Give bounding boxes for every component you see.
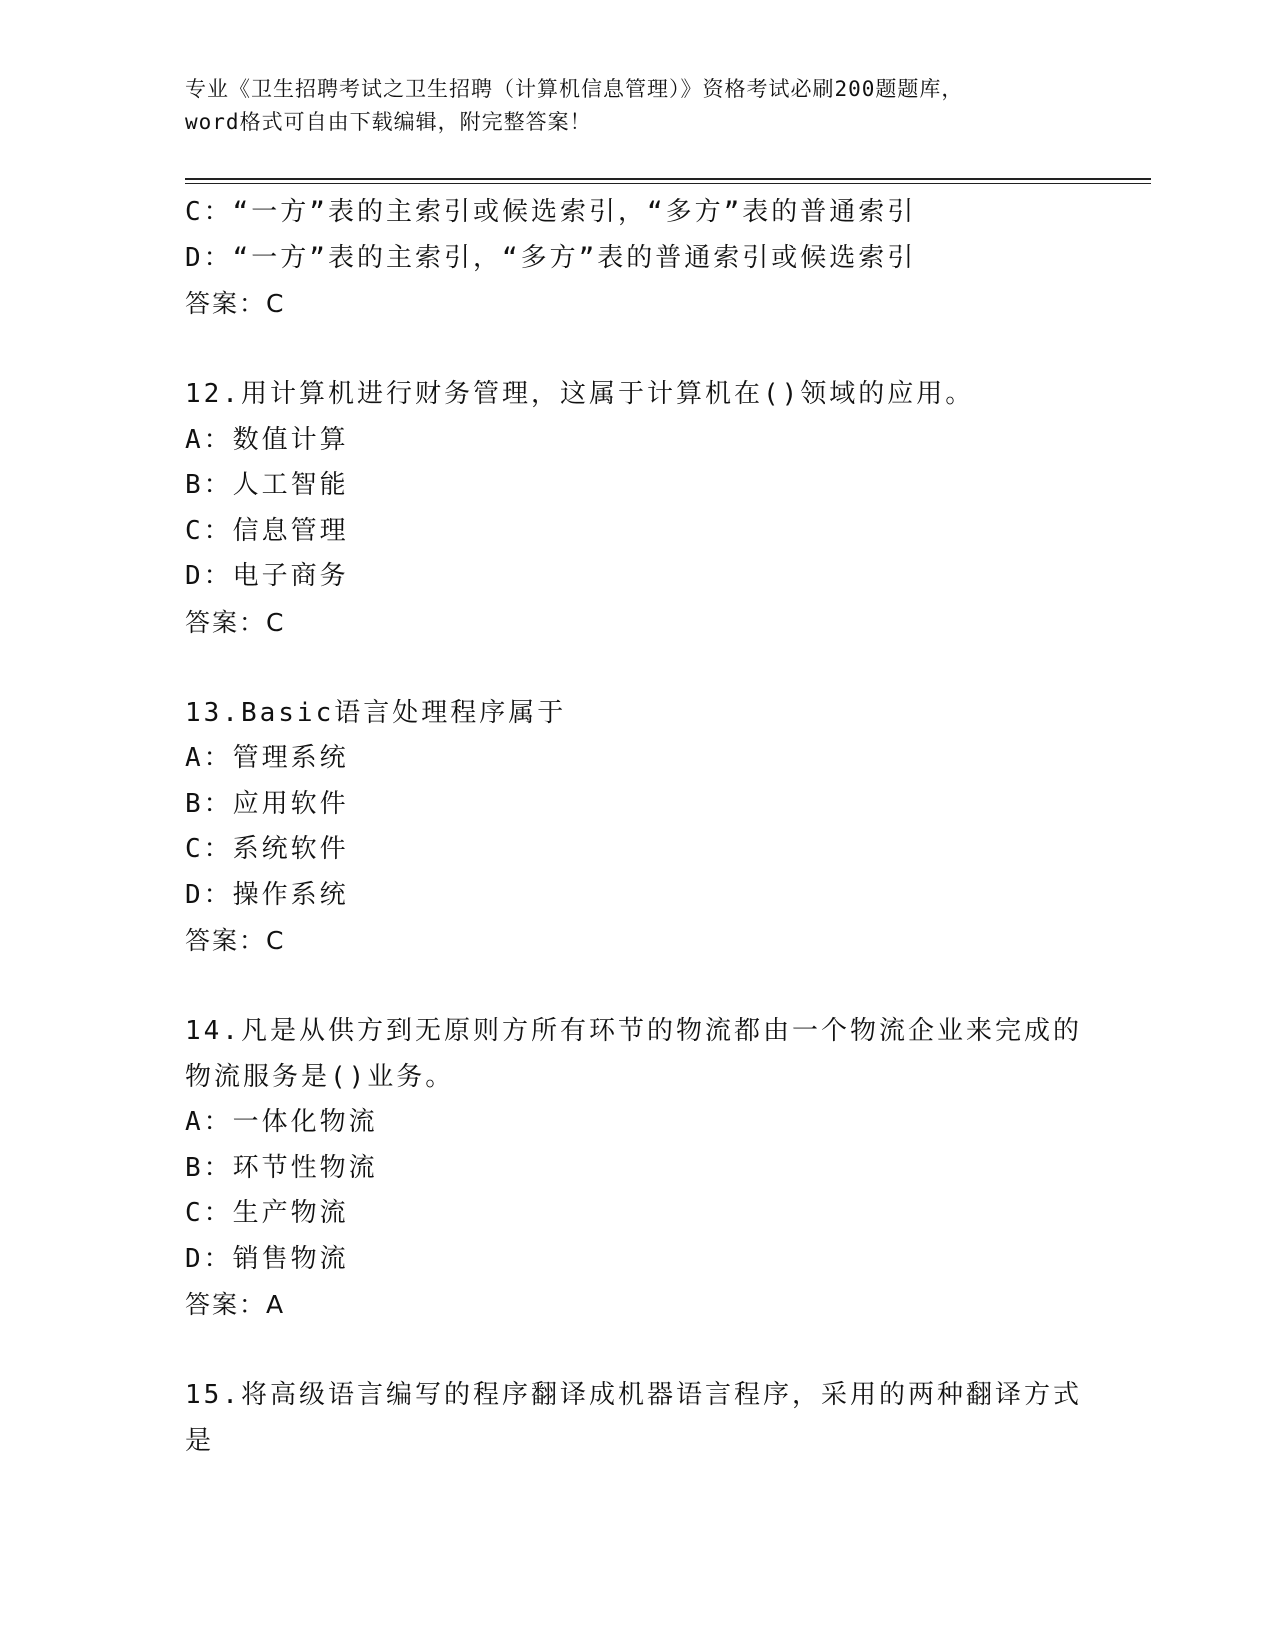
option-b: B：应用软件 bbox=[185, 788, 349, 819]
option-b: B：环节性物流 bbox=[185, 1152, 378, 1183]
question-text-line-2: 是 bbox=[185, 1425, 215, 1456]
answer-line: 答案：C bbox=[185, 289, 286, 318]
question-text: 13.Basic语言处理程序属于 bbox=[185, 697, 567, 728]
option-a: A：管理系统 bbox=[185, 743, 349, 773]
option-b: B：人工智能 bbox=[185, 470, 349, 500]
spacer bbox=[185, 1328, 1085, 1374]
question-12 bbox=[185, 372, 1085, 645]
option-c: C：“一方”表的主索引或候选索引，“多方”表的普通索引 bbox=[185, 197, 917, 227]
option-c: C：系统软件 bbox=[185, 834, 349, 864]
option-c: C：生产物流 bbox=[185, 1198, 349, 1228]
question-text: 12.用计算机进行财务管理，这属于计算机在()领域的应用。 bbox=[185, 379, 975, 409]
option-a: A：一体化物流 bbox=[185, 1107, 378, 1137]
question-14 bbox=[185, 1009, 1085, 1328]
option-c: C：信息管理 bbox=[185, 515, 349, 546]
question-15 bbox=[185, 1373, 1085, 1464]
option-d: D：操作系统 bbox=[185, 879, 349, 910]
header-rule-bottom bbox=[185, 183, 1151, 184]
question-text-line-1: 14.凡是从供方到无原则方所有环节的物流都由一个物流企业来完成的 bbox=[185, 1016, 1082, 1046]
header-line-2: word格式可自由下载编辑，附完整答案！ bbox=[185, 110, 592, 134]
document-header bbox=[185, 73, 1085, 139]
question-list bbox=[185, 190, 1085, 1464]
answer-line: 答案：C bbox=[185, 926, 286, 955]
question-13 bbox=[185, 691, 1085, 964]
answer-line: 答案：C bbox=[185, 607, 286, 637]
option-d: D：销售物流 bbox=[185, 1243, 349, 1274]
header-rule-top bbox=[185, 178, 1151, 180]
spacer bbox=[185, 327, 1085, 373]
option-d: D：电子商务 bbox=[185, 561, 349, 591]
spacer bbox=[185, 964, 1085, 1010]
spacer bbox=[185, 645, 1085, 691]
header-line-1: 专业《卫生招聘考试之卫生招聘（计算机信息管理）》资格考试必刷200题题库， bbox=[185, 77, 964, 101]
question-text-line-2: 物流服务是()业务。 bbox=[185, 1061, 455, 1092]
answer-line: 答案：A bbox=[185, 1290, 286, 1319]
option-d: D：“一方”表的主索引，“多方”表的普通索引或候选索引 bbox=[185, 242, 917, 273]
question-11-tail bbox=[185, 190, 1085, 327]
question-text-line-1: 15.将高级语言编写的程序翻译成机器语言程序，采用的两种翻译方式 bbox=[185, 1380, 1082, 1410]
option-a: A：数值计算 bbox=[185, 424, 349, 455]
